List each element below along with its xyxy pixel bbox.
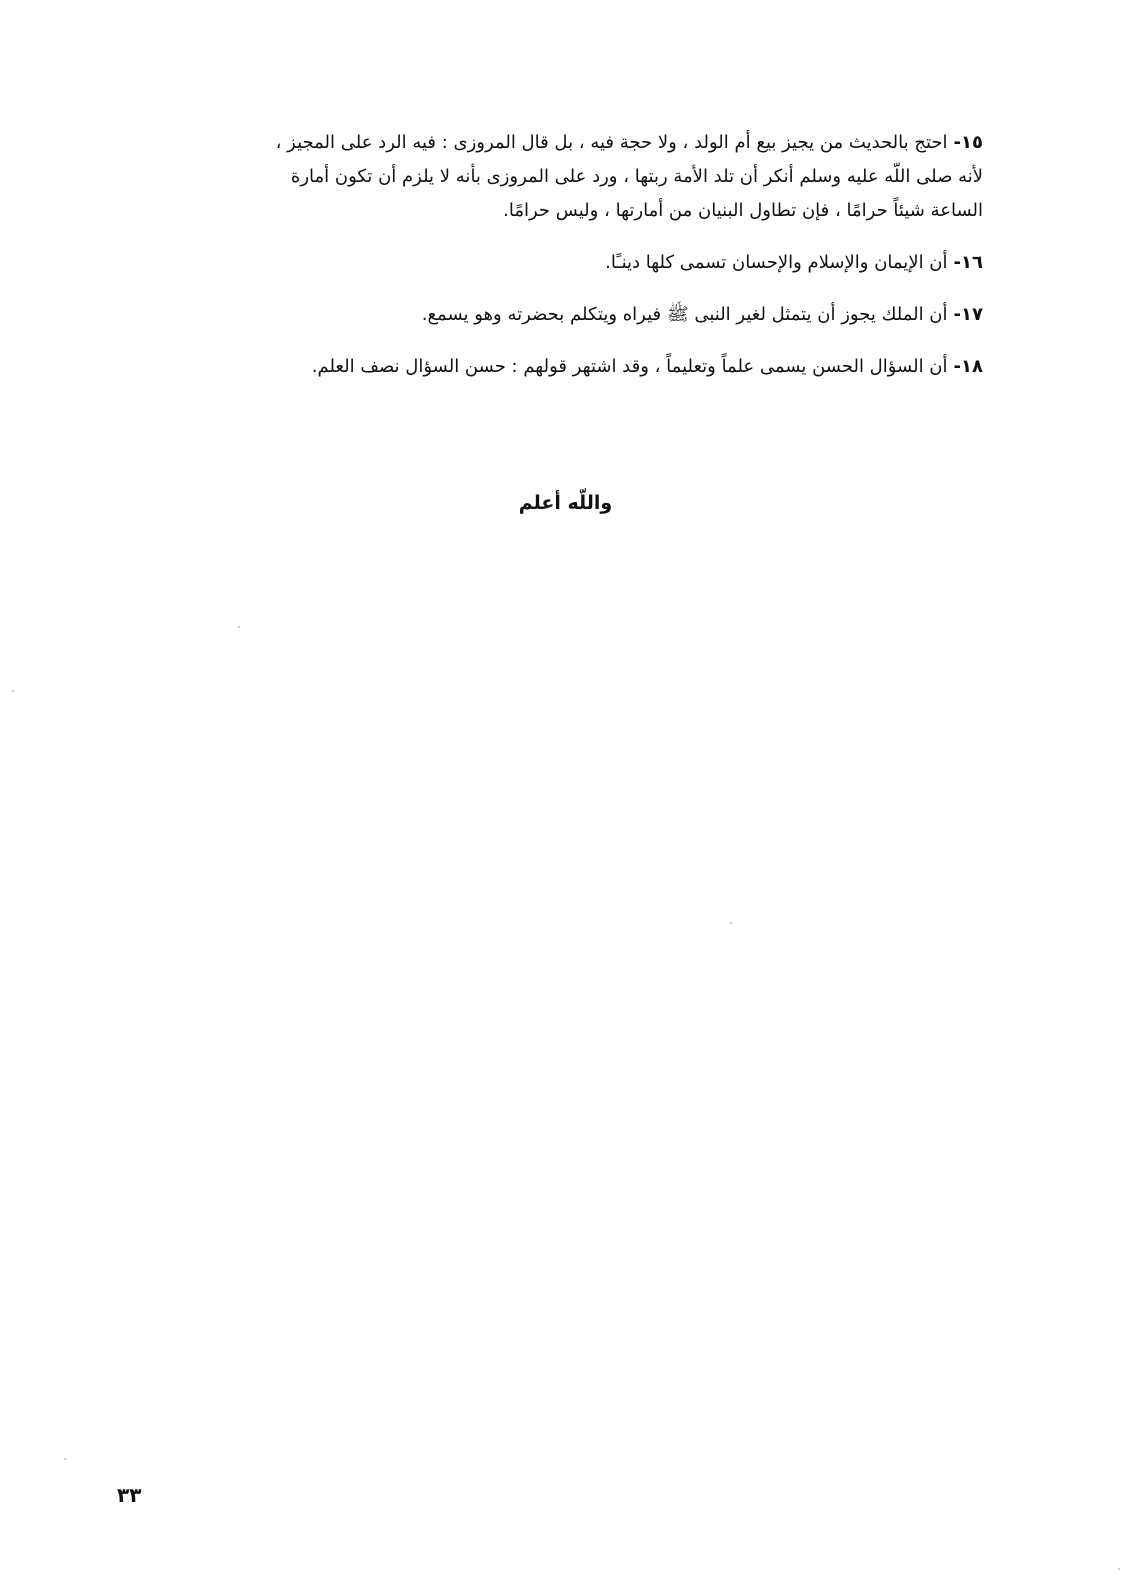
point-17: [113, 298, 983, 332]
scan-speck: [1118, 1568, 1120, 1570]
points-list: [113, 126, 983, 402]
point-18: [113, 350, 983, 384]
point-text: احتج بالحديث من يجيز بيع أم الولد ، ولا حجة فيه ، بل قال المروزى : فيه الرد على المجيز ،: [275, 132, 948, 153]
point-text: أن الإيمان والإسلام والإحسان تسمى كلها دينـًا.: [605, 252, 948, 273]
point-line: الساعة شيئاً حرامًا ، فإن تطاول البنيان من أمارتها ، وليس حرامًا.: [503, 200, 983, 221]
point-text: أن الملك يجوز أن يتمثل لغير النبى ﷺ فيراه ويتكلم بحضرته وهو يسمع.: [421, 304, 948, 325]
point-text: أن السؤال الحسن يسمى علماً وتعليماً ، وقد اشتهر قولهم : حسن السؤال نصف العلم.: [311, 356, 948, 377]
scan-speck: [64, 1458, 66, 1460]
point-line: لأنه صلى اللّه عليه وسلم أنكر أن تلد الأمة ربتها ، ورد على المروزى بأنه لا يلزم أن تكون أمارة: [290, 166, 983, 187]
point-line: [113, 298, 983, 332]
scan-speck: [238, 626, 240, 628]
point-15: [113, 126, 983, 228]
point-line: [113, 350, 983, 384]
point-number: ١٨-: [953, 356, 983, 377]
point-number: ١٦-: [953, 252, 983, 273]
point-line: [113, 126, 983, 160]
scan-speck: [12, 690, 14, 692]
point-16: [113, 246, 983, 280]
point-line: [113, 246, 983, 280]
scan-speck: [730, 922, 732, 924]
point-number: ١٧-: [953, 304, 983, 325]
point-number: ١٥-: [953, 132, 983, 153]
page-number: ٣٣: [117, 1483, 142, 1507]
closing-phrase: واللّه أعلم: [518, 492, 613, 514]
